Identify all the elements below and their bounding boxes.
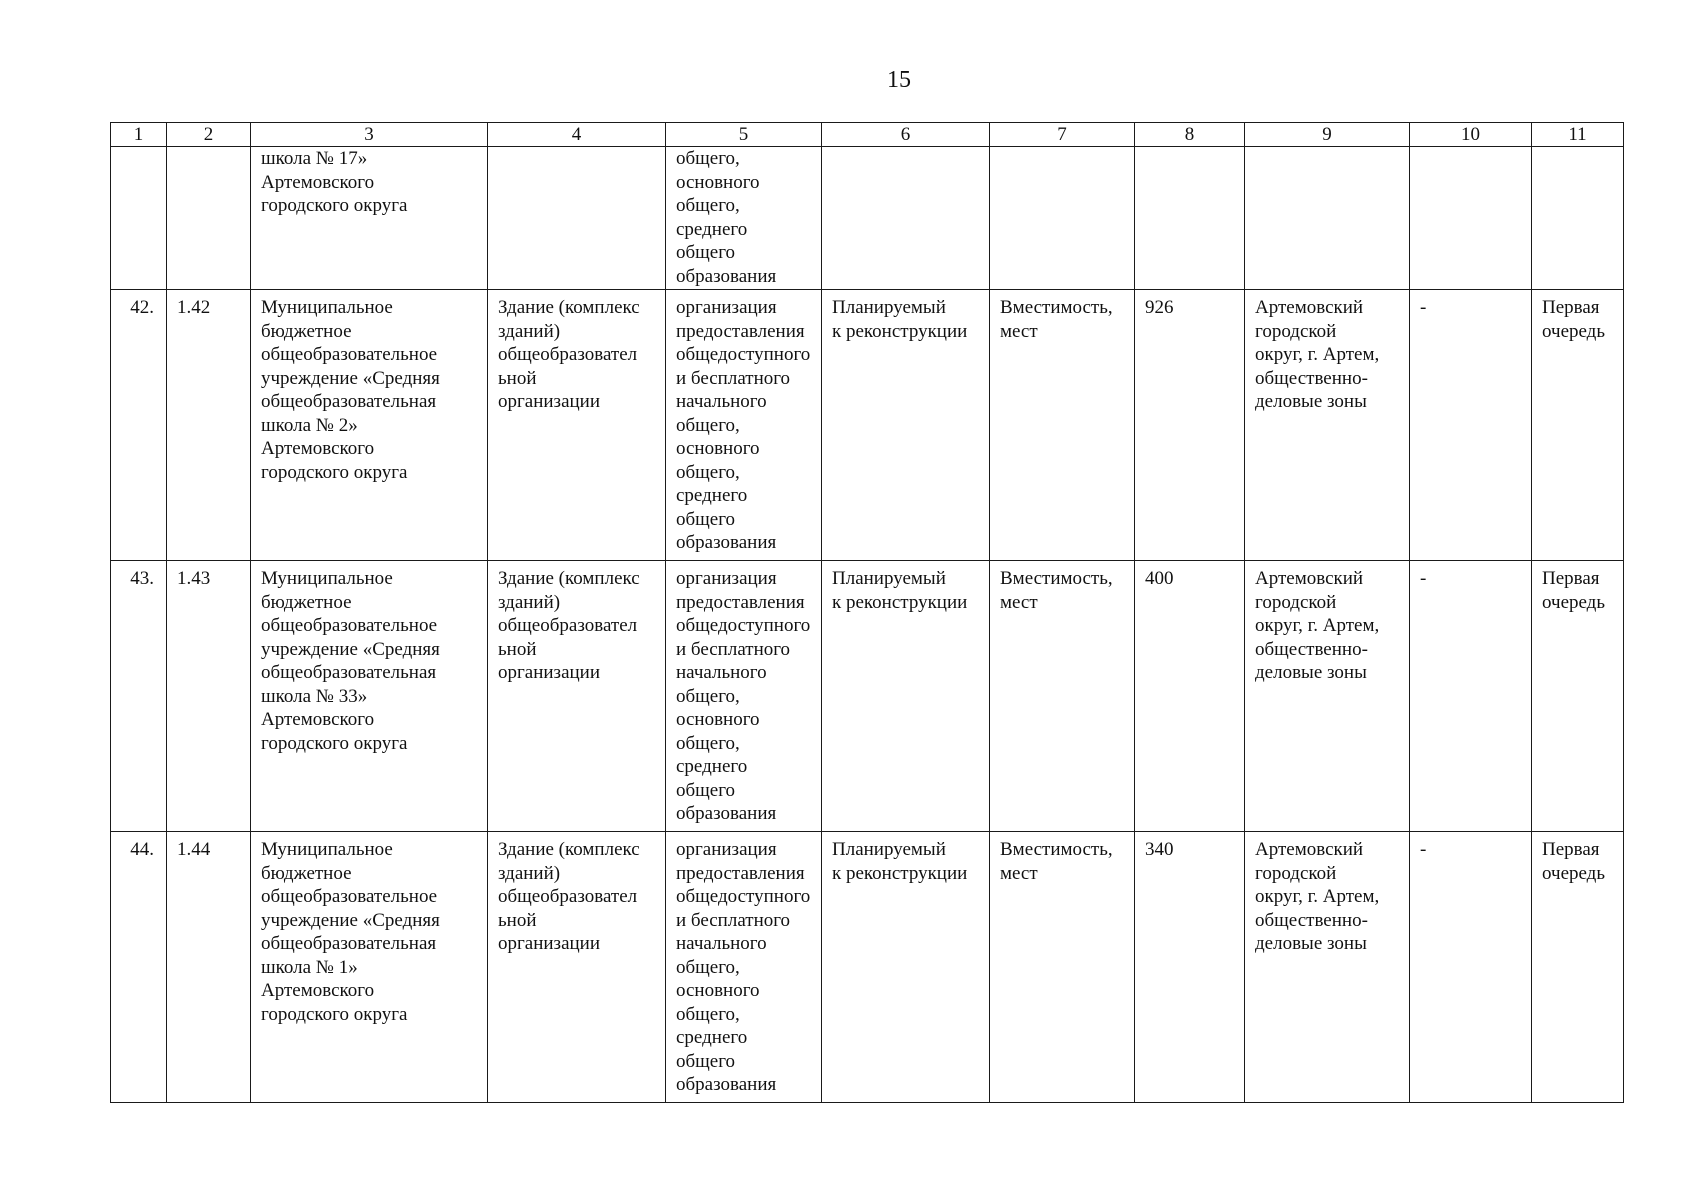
- object-type-cell: Здание (комплекс зданий) общеобразовател ьной организации: [488, 832, 666, 1103]
- column-number-row: [111, 123, 1624, 147]
- characteristic-cell: [990, 147, 1135, 290]
- location-cell: Артемовский городской округ, г. Артем, общественно- деловые зоны: [1245, 290, 1410, 561]
- capacity-value-cell: 340: [1135, 832, 1245, 1103]
- row-number-cell: [111, 147, 167, 290]
- zone-cell: -: [1410, 832, 1532, 1103]
- row-number-cell: 44.: [111, 832, 167, 1103]
- capacity-value-cell: 926: [1135, 290, 1245, 561]
- object-type-cell: Здание (комплекс зданий) общеобразовател ьной организации: [488, 290, 666, 561]
- column-header: 2: [167, 123, 251, 147]
- column-header: 11: [1532, 123, 1624, 147]
- column-header: 5: [666, 123, 822, 147]
- column-header: 7: [990, 123, 1135, 147]
- column-header: 10: [1410, 123, 1532, 147]
- zone-cell: [1410, 147, 1532, 290]
- item-code-cell: 1.42: [167, 290, 251, 561]
- zone-cell: -: [1410, 290, 1532, 561]
- column-header: 6: [822, 123, 990, 147]
- institution-name-cell: Муниципальное бюджетное общеобразовательное учреждение «Средняя общеобразовательная школа № 1» Артемовского городского округа: [251, 832, 488, 1103]
- stage-cell: [1532, 147, 1624, 290]
- column-header: 4: [488, 123, 666, 147]
- institution-name-cell: Муниципальное бюджетное общеобразовательное учреждение «Средняя общеобразовательная школа № 2» Артемовского городского округа: [251, 290, 488, 561]
- row-number-cell: 42.: [111, 290, 167, 561]
- purpose-cell: общего, основного общего, среднего общего образования: [666, 147, 822, 290]
- status-cell: Планируемый к реконструкции: [822, 561, 990, 832]
- stage-cell: Первая очередь: [1532, 832, 1624, 1103]
- characteristic-cell: Вместимость, мест: [990, 832, 1135, 1103]
- purpose-cell: организация предоставления общедоступного и бесплатного начального общего, основного общего, среднего общего образования: [666, 832, 822, 1103]
- column-header: 1: [111, 123, 167, 147]
- column-header: 3: [251, 123, 488, 147]
- location-cell: [1245, 147, 1410, 290]
- object-type-cell: [488, 147, 666, 290]
- characteristic-cell: Вместимость, мест: [990, 561, 1135, 832]
- stage-cell: Первая очередь: [1532, 290, 1624, 561]
- characteristic-cell: Вместимость, мест: [990, 290, 1135, 561]
- column-header: 9: [1245, 123, 1410, 147]
- status-cell: Планируемый к реконструкции: [822, 290, 990, 561]
- capacity-value-cell: 400: [1135, 561, 1245, 832]
- institution-name-cell: школа № 17» Артемовского городского округа: [251, 147, 488, 290]
- row-number-cell: 43.: [111, 561, 167, 832]
- table-row: [111, 561, 1624, 832]
- item-code-cell: [167, 147, 251, 290]
- capacity-value-cell: [1135, 147, 1245, 290]
- page-number: 15: [887, 67, 911, 93]
- purpose-cell: организация предоставления общедоступного и бесплатного начального общего, основного общего, среднего общего образования: [666, 561, 822, 832]
- purpose-cell: организация предоставления общедоступного и бесплатного начального общего, основного общего, среднего общего образования: [666, 290, 822, 561]
- registry-table: [110, 122, 1624, 1103]
- zone-cell: -: [1410, 561, 1532, 832]
- item-code-cell: 1.43: [167, 561, 251, 832]
- item-code-cell: 1.44: [167, 832, 251, 1103]
- location-cell: Артемовский городской округ, г. Артем, общественно- деловые зоны: [1245, 832, 1410, 1103]
- table-row: [111, 832, 1624, 1103]
- status-cell: Планируемый к реконструкции: [822, 832, 990, 1103]
- table-row: [111, 290, 1624, 561]
- column-header: 8: [1135, 123, 1245, 147]
- continuation-row: [111, 147, 1624, 290]
- location-cell: Артемовский городской округ, г. Артем, общественно- деловые зоны: [1245, 561, 1410, 832]
- stage-cell: Первая очередь: [1532, 561, 1624, 832]
- status-cell: [822, 147, 990, 290]
- institution-name-cell: Муниципальное бюджетное общеобразовательное учреждение «Средняя общеобразовательная школа № 33» Артемовского городского округа: [251, 561, 488, 832]
- object-type-cell: Здание (комплекс зданий) общеобразовател ьной организации: [488, 561, 666, 832]
